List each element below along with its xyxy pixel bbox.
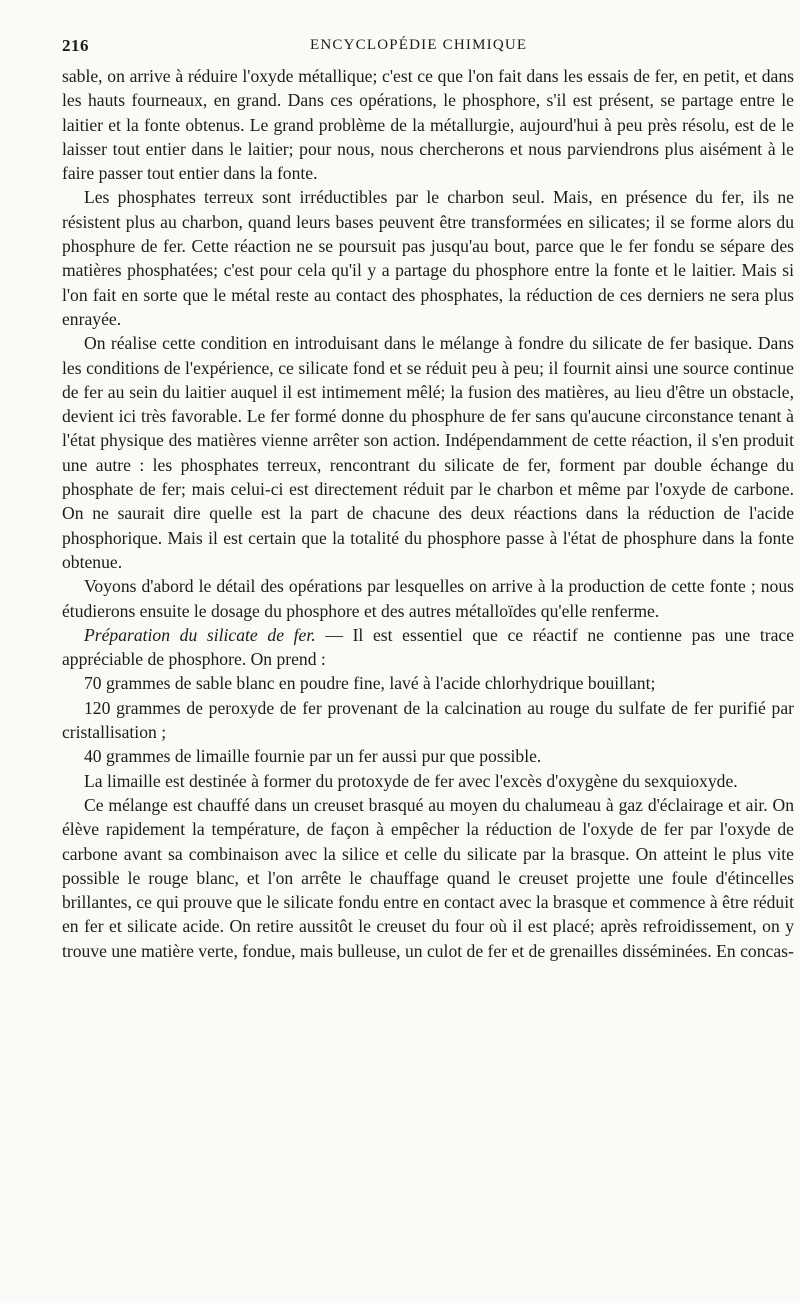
paragraph-operations: Voyons d'abord le détail des opérations par lesquelles on arrive à la production de cette fonte ; nous étudierons ensuite le dosage du phosphore et des autres métalloïdes qu'elle renferme.	[62, 576, 794, 621]
paragraph-phosphates: Les phosphates terreux sont irréductibles par le charbon seul. Mais, en présence du fer, ils ne résistent plus au charbon, quand leurs bases peuvent être transformées en silicates; il se forme alors du phosphure de fer. Cette réaction ne se poursuit pas jusqu'au bout, parce que le fer fondu se sépare des matières phosphatées; c'est pour cela qu'il y a partage du phosphore entre la fonte et le laitier. Mais si l'on fait en sorte que le métal reste au contact des phosphates, la réduction de ces derniers ne sera plus enrayée.	[62, 187, 794, 329]
ingredient-peroxide: 120 grammes de peroxyde de fer provenant de la calcination au rouge du sulfate de fer purifié par cristallisation ;	[62, 697, 794, 743]
ingredient-filings: 40 grammes de limaille fournie par un fer aussi pur que possible.	[84, 746, 542, 767]
body-text	[62, 64, 794, 963]
section-paragraph	[62, 623, 794, 672]
book-page	[62, 0, 794, 1303]
paragraph-continuation: sable, on arrive à réduire l'oxyde métallique; c'est ce que l'on fait dans les essais de fer, en petit, et dans les hauts fourneaux, en grand. Dans ces opérations, le phosphore, s'il est présent, se partage entre le laitier et la fonte obtenus. Le grand problème de la métallurgie, aujourd'hui à peu près résolu, est de le laisser tout entier dans le laitier; pour nous, nous chercherons et nous parviendrons plus aisément à le faire passer tout entier dans la fonte.	[62, 66, 794, 184]
paragraph-silicate-condition: On réalise cette condition en introduisant dans le mélange à fondre du silicate de fer basique. Dans les conditions de l'expérience, ce silicate fond et se réduit peu à peu; il fournit ainsi une source continue de fer au sein du laitier auquel il est intimement mêlé; la fusion des matières, au lieu d'être un obstacle, devient ici très favorable. Le fer formé donne du phosphure de fer sans qu'aucune circonstance tenant à l'état physique des matières vienne arrêter son action. Indépendamment de cette réaction, il s'en produit une autre : les phosphates terreux, rencontrant du silicate de fer, forment par double échange du phosphate de fer; mais celui-ci est directement réduit par le charbon et même par l'oxyde de carbone. On ne saurait dire quelle est la part de chacune des deux réactions dans la réduction de l'acide phosphorique. Mais il est certain que la totalité du phosphore passe à l'état de phosphure dans la fonte obtenue.	[62, 333, 794, 572]
page-number: 216	[62, 36, 89, 55]
paragraph-filings-purpose: La limaille est destinée à former du protoxyde de fer avec l'excès d'oxygène du sexquioxyde.	[84, 770, 738, 791]
section-text: — Il est essentiel que ce réactif ne contienne pas une trace appréciable de phosphore. On prend :	[62, 624, 794, 670]
ingredient-sand: 70 grammes de sable blanc en poudre fine, lavé à l'acide chlorhydrique bouillant;	[84, 673, 656, 694]
page-header	[62, 34, 794, 60]
section-title: Préparation du silicate de fer.	[84, 624, 316, 645]
running-title: ENCYCLOPÉDIE CHIMIQUE	[310, 37, 528, 53]
paragraph-heating: Ce mélange est chauffé dans un creuset brasqué au moyen du chalumeau à gaz d'éclairage et air. On élève rapidement la température, de façon à empêcher la réduction de l'oxyde de fer par l'oxyde de carbone avant sa combinaison avec la silice et celle du silicate par la brasque. On atteint le plus vite possible le rouge blanc, et l'on arrête le chauffage quand le creuset projette une foule d'étincelles brillantes, ce qui prouve que le silicate fondu entre en contact avec la brasque et commence à être réduit en fer et silicate acide. On retire aussitôt le creuset du four où il est placé; après refroidissement, on y trouve une matière verte, fondue, mais bulleuse, un culot de fer et de grenailles disséminées. En concas-	[62, 794, 794, 961]
